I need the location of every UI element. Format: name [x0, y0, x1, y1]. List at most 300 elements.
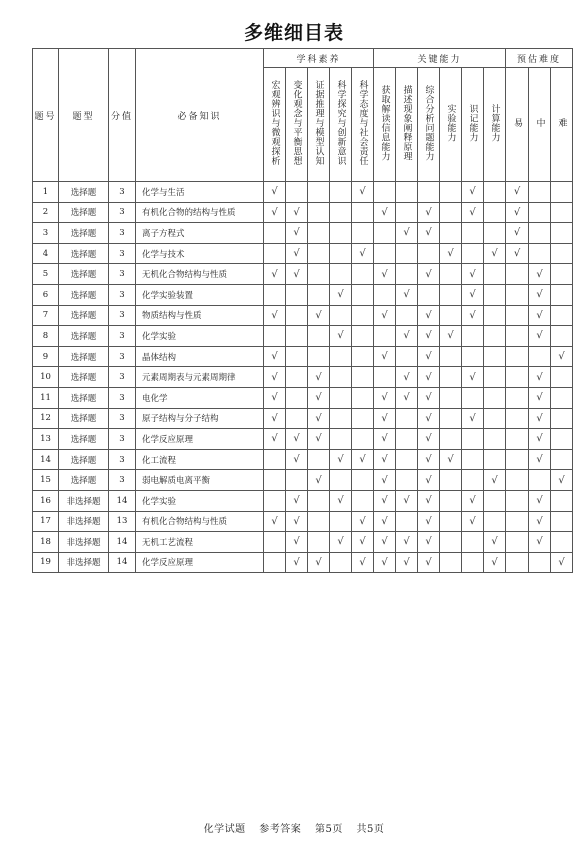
check-mark-icon: √	[536, 495, 543, 507]
cell-mark	[374, 326, 396, 347]
check-mark-icon: √	[447, 330, 454, 342]
table-body	[33, 182, 573, 573]
cell-mark	[330, 305, 352, 326]
cell-type: 选择题	[59, 243, 109, 264]
cell-mark	[418, 511, 440, 532]
cell-mark	[264, 202, 286, 223]
check-mark-icon: √	[425, 515, 432, 527]
table-row	[33, 326, 573, 347]
cell-mark	[374, 182, 396, 203]
cell-mark	[396, 511, 418, 532]
cell-mark	[264, 367, 286, 388]
cell-score: 3	[109, 243, 136, 264]
cell-mark	[396, 182, 418, 203]
cell-mark	[286, 490, 308, 511]
cell-type: 选择题	[59, 408, 109, 429]
cell-mark	[418, 490, 440, 511]
cell-mark	[286, 284, 308, 305]
cell-no: 1	[33, 182, 59, 203]
check-mark-icon: √	[403, 227, 410, 239]
header-sub: 计算能力	[484, 68, 506, 182]
cell-mark	[374, 346, 396, 367]
cell-mark	[330, 490, 352, 511]
table-row	[33, 552, 573, 573]
table-row	[33, 532, 573, 553]
cell-mark	[374, 532, 396, 553]
cell-mark	[551, 470, 573, 491]
cell-mark	[529, 305, 551, 326]
check-mark-icon: √	[513, 186, 521, 198]
cell-mark	[286, 408, 308, 429]
check-mark-icon: √	[536, 454, 543, 466]
cell-mark	[462, 284, 484, 305]
cell-mark	[308, 305, 330, 326]
check-mark-icon: √	[513, 248, 521, 260]
cell-no: 19	[33, 552, 59, 573]
cell-mark	[308, 470, 330, 491]
header-sub: 实验能力	[440, 68, 462, 182]
cell-mark	[330, 284, 352, 305]
table-row	[33, 264, 573, 285]
check-mark-icon: √	[381, 454, 388, 466]
cell-mark	[352, 202, 374, 223]
cell-mark	[286, 326, 308, 347]
check-mark-icon: √	[425, 206, 432, 218]
check-mark-icon: √	[315, 412, 322, 424]
cell-mark	[506, 202, 529, 223]
header-sub: 证据推理与模型认知	[308, 68, 330, 182]
header-sub: 易	[506, 68, 529, 182]
header-sub: 获取解读信息能力	[374, 68, 396, 182]
check-mark-icon: √	[293, 227, 300, 239]
check-mark-icon: √	[536, 536, 543, 548]
cell-mark	[352, 264, 374, 285]
table-row	[33, 470, 573, 491]
cell-no: 2	[33, 202, 59, 223]
check-mark-icon: √	[381, 392, 388, 404]
cell-mark	[330, 202, 352, 223]
cell-score: 13	[109, 511, 136, 532]
check-mark-icon: √	[425, 330, 432, 342]
cell-type: 选择题	[59, 429, 109, 450]
check-mark-icon: √	[271, 351, 278, 363]
check-mark-icon: √	[403, 330, 410, 342]
check-mark-icon: √	[359, 454, 366, 466]
cell-mark	[308, 387, 330, 408]
page-title: 多维细目表	[243, 22, 344, 44]
check-mark-icon: √	[293, 248, 300, 260]
cell-mark	[529, 490, 551, 511]
cell-mark	[484, 470, 506, 491]
cell-mark	[551, 552, 573, 573]
check-mark-icon: √	[315, 474, 322, 486]
cell-mark	[308, 490, 330, 511]
cell-mark	[286, 182, 308, 203]
cell-mark	[330, 511, 352, 532]
cell-mark	[330, 387, 352, 408]
cell-mark	[440, 470, 462, 491]
cell-mark	[551, 367, 573, 388]
check-mark-icon: √	[293, 206, 300, 218]
check-mark-icon: √	[337, 289, 344, 301]
cell-type: 选择题	[59, 470, 109, 491]
cell-mark	[529, 326, 551, 347]
check-mark-icon: √	[293, 495, 300, 507]
check-mark-icon: √	[469, 495, 476, 507]
cell-mark	[484, 449, 506, 470]
cell-type: 非选择题	[59, 511, 109, 532]
cell-mark	[418, 326, 440, 347]
check-mark-icon: √	[271, 392, 278, 404]
cell-mark	[440, 408, 462, 429]
cell-mark	[529, 470, 551, 491]
check-mark-icon: √	[315, 309, 322, 321]
cell-type: 选择题	[59, 367, 109, 388]
cell-knowledge: 有机化合物结构与性质	[136, 511, 264, 532]
check-mark-icon: √	[403, 392, 410, 404]
cell-score: 3	[109, 470, 136, 491]
cell-mark	[506, 511, 529, 532]
cell-mark	[352, 470, 374, 491]
cell-mark	[418, 182, 440, 203]
check-mark-icon: √	[469, 206, 476, 218]
cell-mark	[484, 532, 506, 553]
cell-mark	[462, 367, 484, 388]
cell-mark	[286, 367, 308, 388]
cell-mark	[440, 182, 462, 203]
cell-no: 14	[33, 449, 59, 470]
cell-mark	[352, 552, 374, 573]
cell-mark	[529, 552, 551, 573]
check-mark-icon: √	[491, 474, 498, 486]
header-group-difficulty: 预估难度	[506, 49, 573, 68]
cell-score: 14	[109, 532, 136, 553]
cell-mark	[396, 264, 418, 285]
cell-mark	[484, 305, 506, 326]
cell-mark	[418, 532, 440, 553]
cell-mark	[418, 387, 440, 408]
cell-mark	[352, 305, 374, 326]
cell-mark	[418, 223, 440, 244]
cell-mark	[264, 490, 286, 511]
cell-mark	[330, 470, 352, 491]
cell-mark	[506, 367, 529, 388]
cell-score: 14	[109, 552, 136, 573]
cell-mark	[352, 429, 374, 450]
check-mark-icon: √	[425, 392, 432, 404]
cell-score: 3	[109, 305, 136, 326]
cell-mark	[484, 552, 506, 573]
cell-mark	[551, 449, 573, 470]
cell-mark	[529, 182, 551, 203]
header-group-literacy: 学科素养	[264, 49, 374, 68]
cell-mark	[506, 182, 529, 203]
cell-knowledge: 无机化合物结构与性质	[136, 264, 264, 285]
cell-mark	[374, 490, 396, 511]
cell-mark	[352, 367, 374, 388]
cell-mark	[462, 264, 484, 285]
cell-mark	[418, 202, 440, 223]
cell-mark	[529, 243, 551, 264]
cell-mark	[418, 346, 440, 367]
check-mark-icon: √	[337, 536, 344, 548]
cell-mark	[330, 223, 352, 244]
cell-mark	[440, 490, 462, 511]
cell-mark	[462, 449, 484, 470]
cell-mark	[551, 408, 573, 429]
cell-mark	[551, 182, 573, 203]
header-sub: 科学探究与创新意识	[330, 68, 352, 182]
cell-knowledge: 物质结构与性质	[136, 305, 264, 326]
check-mark-icon: √	[359, 536, 366, 548]
cell-mark	[462, 305, 484, 326]
cell-mark	[418, 243, 440, 264]
cell-mark	[286, 429, 308, 450]
check-mark-icon: √	[469, 268, 476, 280]
footer-doc: 参考答案	[259, 824, 302, 835]
check-mark-icon: √	[425, 433, 432, 445]
cell-knowledge: 无机工艺流程	[136, 532, 264, 553]
check-mark-icon: √	[271, 309, 278, 321]
header-sub: 宏观辨识与微观探析	[264, 68, 286, 182]
check-mark-icon: √	[359, 248, 366, 260]
cell-mark	[551, 243, 573, 264]
cell-mark	[374, 429, 396, 450]
cell-mark	[308, 243, 330, 264]
check-mark-icon: √	[536, 268, 543, 280]
check-mark-icon: √	[293, 454, 300, 466]
cell-mark	[529, 429, 551, 450]
cell-mark	[551, 387, 573, 408]
check-mark-icon: √	[558, 351, 565, 363]
cell-knowledge: 有机化合物的结构与性质	[136, 202, 264, 223]
cell-mark	[506, 223, 529, 244]
header-sub: 识记能力	[462, 68, 484, 182]
check-mark-icon: √	[293, 556, 300, 568]
cell-mark	[308, 552, 330, 573]
cell-mark	[529, 511, 551, 532]
cell-mark	[308, 202, 330, 223]
cell-mark	[506, 552, 529, 573]
cell-type: 选择题	[59, 182, 109, 203]
cell-knowledge: 化学实验	[136, 490, 264, 511]
header-sub: 综合分析问题能力	[418, 68, 440, 182]
cell-mark	[396, 346, 418, 367]
cell-mark	[484, 511, 506, 532]
cell-mark	[396, 326, 418, 347]
cell-mark	[352, 326, 374, 347]
cell-score: 14	[109, 490, 136, 511]
cell-mark	[264, 284, 286, 305]
cell-mark	[462, 182, 484, 203]
cell-mark	[462, 326, 484, 347]
cell-mark	[396, 532, 418, 553]
cell-score: 3	[109, 223, 136, 244]
check-mark-icon: √	[271, 515, 278, 527]
cell-knowledge: 离子方程式	[136, 223, 264, 244]
cell-mark	[418, 429, 440, 450]
cell-mark	[330, 346, 352, 367]
check-mark-icon: √	[381, 433, 388, 445]
cell-mark	[330, 182, 352, 203]
check-mark-icon: √	[491, 248, 498, 260]
cell-mark	[352, 449, 374, 470]
cell-knowledge: 化学反应原理	[136, 552, 264, 573]
cell-mark	[506, 408, 529, 429]
cell-mark	[440, 326, 462, 347]
cell-score: 3	[109, 346, 136, 367]
check-mark-icon: √	[271, 268, 278, 280]
cell-mark	[418, 264, 440, 285]
cell-knowledge: 弱电解质电离平衡	[136, 470, 264, 491]
check-mark-icon: √	[469, 309, 476, 321]
check-mark-icon: √	[536, 515, 543, 527]
cell-mark	[462, 429, 484, 450]
cell-mark	[484, 264, 506, 285]
cell-mark	[462, 552, 484, 573]
check-mark-icon: √	[271, 206, 278, 218]
cell-mark	[308, 346, 330, 367]
cell-mark	[374, 511, 396, 532]
cell-mark	[286, 202, 308, 223]
cell-mark	[264, 552, 286, 573]
cell-knowledge: 化学与技术	[136, 243, 264, 264]
cell-mark	[418, 305, 440, 326]
cell-mark	[418, 408, 440, 429]
cell-mark	[330, 449, 352, 470]
cell-no: 11	[33, 387, 59, 408]
cell-mark	[440, 223, 462, 244]
cell-mark	[330, 429, 352, 450]
cell-mark	[462, 511, 484, 532]
cell-no: 18	[33, 532, 59, 553]
cell-mark	[484, 490, 506, 511]
check-mark-icon: √	[337, 454, 344, 466]
cell-no: 4	[33, 243, 59, 264]
check-mark-icon: √	[425, 227, 432, 239]
cell-mark	[396, 202, 418, 223]
cell-no: 13	[33, 429, 59, 450]
cell-no: 10	[33, 367, 59, 388]
cell-mark	[506, 449, 529, 470]
cell-mark	[330, 326, 352, 347]
check-mark-icon: √	[425, 454, 432, 466]
cell-mark	[440, 511, 462, 532]
cell-no: 12	[33, 408, 59, 429]
check-mark-icon: √	[536, 371, 543, 383]
cell-mark	[506, 284, 529, 305]
cell-mark	[264, 346, 286, 367]
cell-mark	[396, 367, 418, 388]
cell-mark	[308, 367, 330, 388]
cell-mark	[264, 182, 286, 203]
cell-mark	[264, 223, 286, 244]
cell-type: 选择题	[59, 284, 109, 305]
check-mark-icon: √	[381, 515, 388, 527]
check-mark-icon: √	[381, 309, 388, 321]
check-mark-icon: √	[469, 289, 476, 301]
check-mark-icon: √	[513, 227, 521, 239]
check-mark-icon: √	[359, 556, 366, 568]
cell-no: 16	[33, 490, 59, 511]
spec-table	[32, 48, 573, 573]
cell-mark	[551, 346, 573, 367]
check-mark-icon: √	[337, 330, 344, 342]
cell-mark	[286, 449, 308, 470]
cell-mark	[484, 223, 506, 244]
cell-mark	[396, 284, 418, 305]
check-mark-icon: √	[315, 392, 322, 404]
check-mark-icon: √	[425, 412, 432, 424]
check-mark-icon: √	[536, 309, 543, 321]
cell-mark	[330, 532, 352, 553]
table-row	[33, 387, 573, 408]
check-mark-icon: √	[359, 515, 366, 527]
cell-knowledge: 化学实验	[136, 326, 264, 347]
cell-mark	[330, 552, 352, 573]
check-mark-icon: √	[403, 495, 410, 507]
cell-type: 选择题	[59, 202, 109, 223]
page-footer	[0, 820, 588, 835]
header-group-ability: 关键能力	[374, 49, 506, 68]
cell-mark	[551, 264, 573, 285]
cell-mark	[484, 408, 506, 429]
cell-mark	[308, 326, 330, 347]
cell-mark	[352, 223, 374, 244]
cell-mark	[551, 284, 573, 305]
cell-mark	[529, 387, 551, 408]
cell-mark	[506, 470, 529, 491]
check-mark-icon: √	[403, 536, 410, 548]
cell-mark	[506, 264, 529, 285]
cell-mark	[529, 449, 551, 470]
check-mark-icon: √	[381, 206, 388, 218]
check-mark-icon: √	[381, 495, 388, 507]
header-sub: 描述现象阐释原理	[396, 68, 418, 182]
cell-mark	[308, 223, 330, 244]
table-row	[33, 367, 573, 388]
cell-mark	[374, 284, 396, 305]
check-mark-icon: √	[536, 433, 543, 445]
check-mark-icon: √	[491, 536, 498, 548]
cell-score: 3	[109, 202, 136, 223]
cell-mark	[462, 532, 484, 553]
cell-mark	[462, 387, 484, 408]
check-mark-icon: √	[381, 268, 388, 280]
cell-type: 选择题	[59, 326, 109, 347]
cell-mark	[308, 284, 330, 305]
cell-mark	[286, 305, 308, 326]
cell-no: 8	[33, 326, 59, 347]
cell-knowledge: 晶体结构	[136, 346, 264, 367]
cell-mark	[484, 367, 506, 388]
cell-mark	[286, 387, 308, 408]
check-mark-icon: √	[536, 392, 543, 404]
cell-mark	[374, 305, 396, 326]
cell-mark	[506, 532, 529, 553]
check-mark-icon: √	[558, 474, 565, 486]
check-mark-icon: √	[271, 186, 278, 198]
cell-mark	[484, 326, 506, 347]
cell-mark	[396, 387, 418, 408]
cell-mark	[396, 470, 418, 491]
cell-mark	[286, 346, 308, 367]
cell-mark	[374, 367, 396, 388]
cell-mark	[418, 284, 440, 305]
cell-mark	[352, 408, 374, 429]
cell-mark	[264, 264, 286, 285]
cell-mark	[286, 552, 308, 573]
